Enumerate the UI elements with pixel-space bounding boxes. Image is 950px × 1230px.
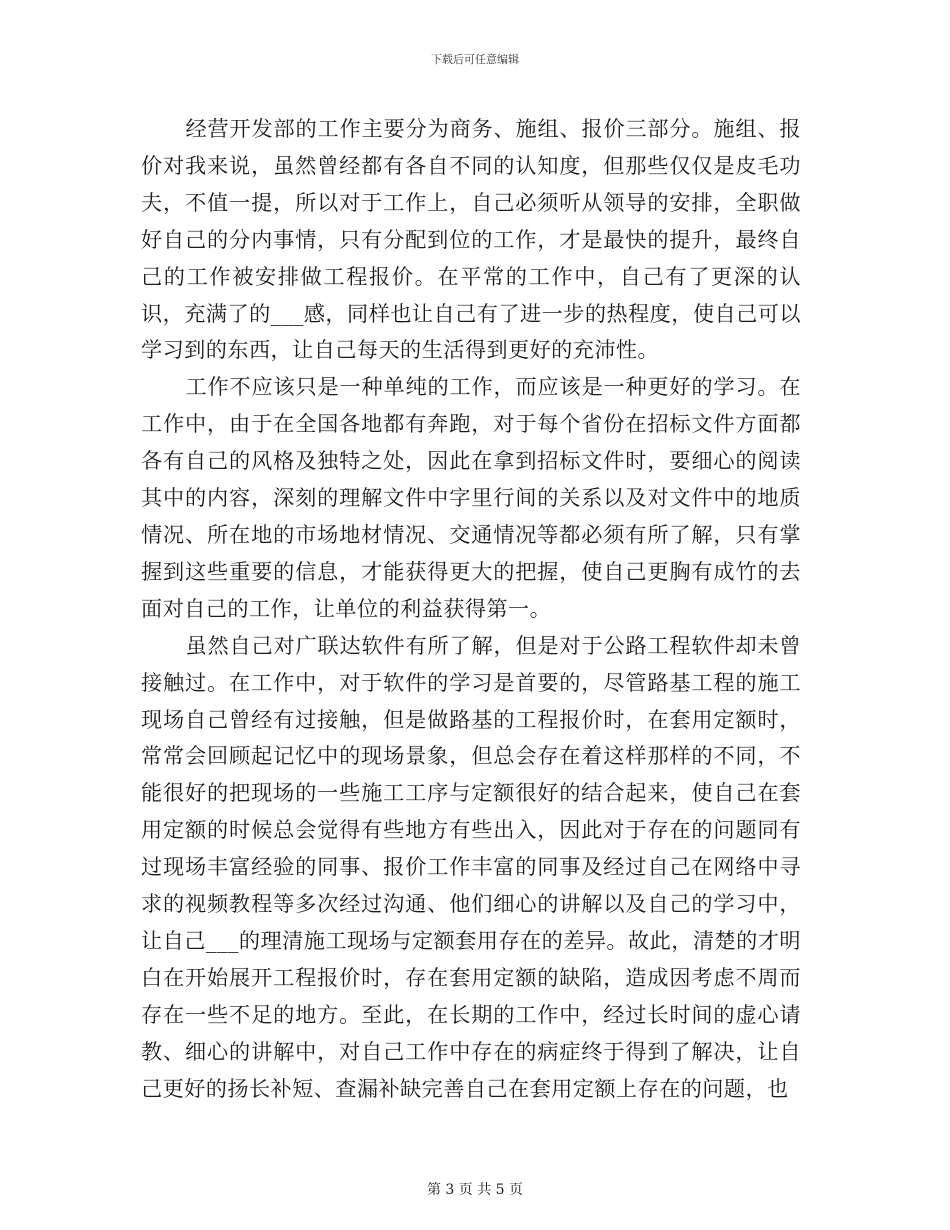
paragraph-work-division: 经营开发部的工作主要分为商务、施组、报价三部分。施组、报价对我来说，虽然曾经都有各自不同的认知度，但那些仅仅是皮毛功夫，不值一提，所以对于工作上，自己必须听从领导的安排，全职做好自己的分内事情，只有分配到位的工作，才是最快的提升，最终自己的工作被安排做工程报价。在平常的工作中，自己有了更深的认识，充满了的___感，同样也让自己有了进一步的热程度，使自己可以学习到的东西，让自己每天的生活得到更好的充沛性。 [141, 116, 801, 363]
page-number: 第 3 页 共 5 页 [426, 1182, 524, 1198]
page-header-note: 下载后可任意编辑 [431, 53, 519, 66]
paragraph-work-as-learning: 工作不应该只是一种单纯的工作，而应该是一种更好的学习。在工作中，由于在全国各地都有奔跑，对于每个省份在招标文件方面都各有自己的风格及独特之处，因此在拿到招标文件时，要细心的阅读其中的内容，深刻的理解文件中字里行间的关系以及对文件中的地质情况、所在地的市场地材情况、交通情况等都必须有所了解，只有掌握到这些重要的信息，才能获得更大的把握，使自己更胸有成竹的去面对自己的工作，让单位的利益获得第一。 [141, 374, 801, 621]
paragraph-software-learning: 虽然自己对广联达软件有所了解，但是对于公路工程软件却未曾接触过。在工作中，对于软件的学习是首要的，尽管路基工程的施工现场自己曾经有过接触，但是做路基的工程报价时，在套用定额时，常常会回顾起记忆中的现场景象，但总会存在着这样那样的不同，不能很好的把现场的一些施工工序与定额很好的结合起来，使自己在套用定额的时候总会觉得有些地方有些出入，因此对于存在的问题同有过现场丰富经验的同事、报价工作丰富的同事及经过自己在网络中寻求的视频教程等多次经过沟通、他们细心的讲解以及自己的学习中，让自己___的理清施工现场与定额套用存在的差异。故此，清楚的才明白在开始展开工程报价时，存在套用定额的缺陷，造成因考虑不周而存在一些不足的地方。至此，在长期的工作中，经过长时间的虚心请教、细心的讲解中，对自己工作中存在的病症终于得到了解决，让自己更好的扬长补短、查漏补缺完善自己在套用定额上存在的问题，也 [141, 632, 801, 1101]
document-body [141, 111, 801, 1107]
